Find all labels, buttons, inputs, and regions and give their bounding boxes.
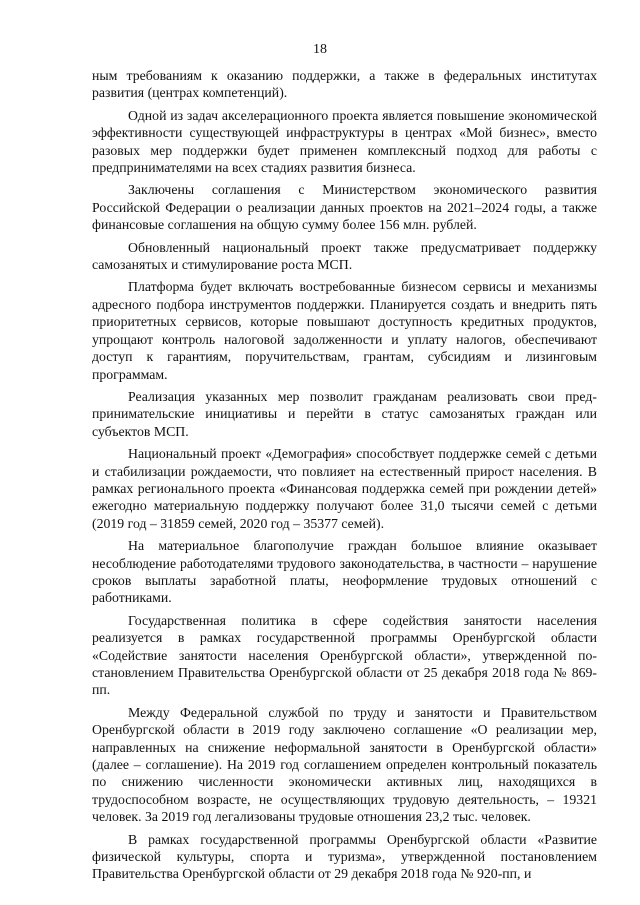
paragraph-sport-program: В рамках государственной программы Оренбургской области «Развитие физической культуры, спорта и туризма», утвержденной постановлением Правительства Оренбургской области от 29 декабря 2018 года № 920-пп, и — [92, 831, 597, 882]
paragraph-informal-employment: Между Федеральной службой по труду и занятости и Правительством Оренбургской области в 2019 году заключено соглашение «О реализации мер, направленных на снижение неформальной занятости в Оренбургской области» (далее – соглашение). На 2019 год соглашением определен контрольный показатель по снижению численности экономически активных лиц, находящихся в трудоспособном возрасте, не осуществляющих трудовую деятельность, – 19321 человек. За 2019 год легализованы трудовые отношения 23,2 тыс. человек. — [92, 704, 597, 825]
paragraph-agreements: Заключены соглашения с Министерством экономического развития Российской Федерации о реализации данных проектов на 2021–2024 годы, а также финансовые соглашения на общую сумму более 156 млн. рублей. — [92, 182, 597, 233]
paragraph-platform-services: Платформа будет включать востребованные бизнесом сервисы и механизмы адресного подбора инструментов поддержки. Планируется создать и внедрить пять приоритетных сервисов, которые повышают доступность кредитных продуктов, упрощают контроль налоговой задолженности и уплату налогов, обеспечивают доступ к гарантиям, поручительствам, грантам, субсидиям и лизинговым программам. — [92, 279, 597, 382]
paragraph-employment-policy: Государственная политика в сфере содействия занятости населения реализуется в рамках государственной программы Оренбургской области «Содействие занятости населения Оренбургской области», утвержденной постановлением Правительства Оренбургской области от 25 декабря 2018 года № 869-пп. — [92, 612, 597, 698]
paragraph-entrepreneurship-initiatives: Реализация указанных мер позволит гражданам реализовать свои предпринимательские инициативы и перейти в статус самозанятых граждан или субъектов МСП. — [92, 388, 597, 439]
document-body — [92, 67, 597, 888]
paragraph-acceleration-project: Одной из задач акселерационного проекта является повышение экономической эффективности существующей инфраструктуры в центрах «Мой бизнес», вместо разовых мер поддержки будет применен комплексный подход для работы с предпринимателями на всех стадиях развития бизнеса. — [92, 107, 597, 176]
paragraph-continuation: ным требованиям к оказанию поддержки, а также в федеральных институтах развития (центрах компетенций). — [92, 68, 597, 101]
paragraph-self-employed-support: Обновленный национальный проект также предусматривает поддержку самозанятых и стимулирование роста МСП. — [92, 239, 597, 273]
page-number: 18 — [313, 42, 327, 57]
paragraph-labor-violations: На материальное благополучие граждан большое влияние оказывает несоблюдение работодателями трудового законодательства, в частности – нарушение сроков выплаты заработной платы, неоформление трудовых отношений с работниками. — [92, 538, 597, 606]
paragraph-demography-project: Национальный проект «Демография» способствует поддержке семей с детьми и стабилизации рождаемости, что повлияет на естественный прирост населения. В рамках регионального проекта «Финансовая поддержка семей при рождении детей» ежегодно материальную поддержку получают более 31,0 тысячи семей с детьми (2019 год – 31859 семей, 2020 год – 35377 семей). — [92, 446, 597, 531]
